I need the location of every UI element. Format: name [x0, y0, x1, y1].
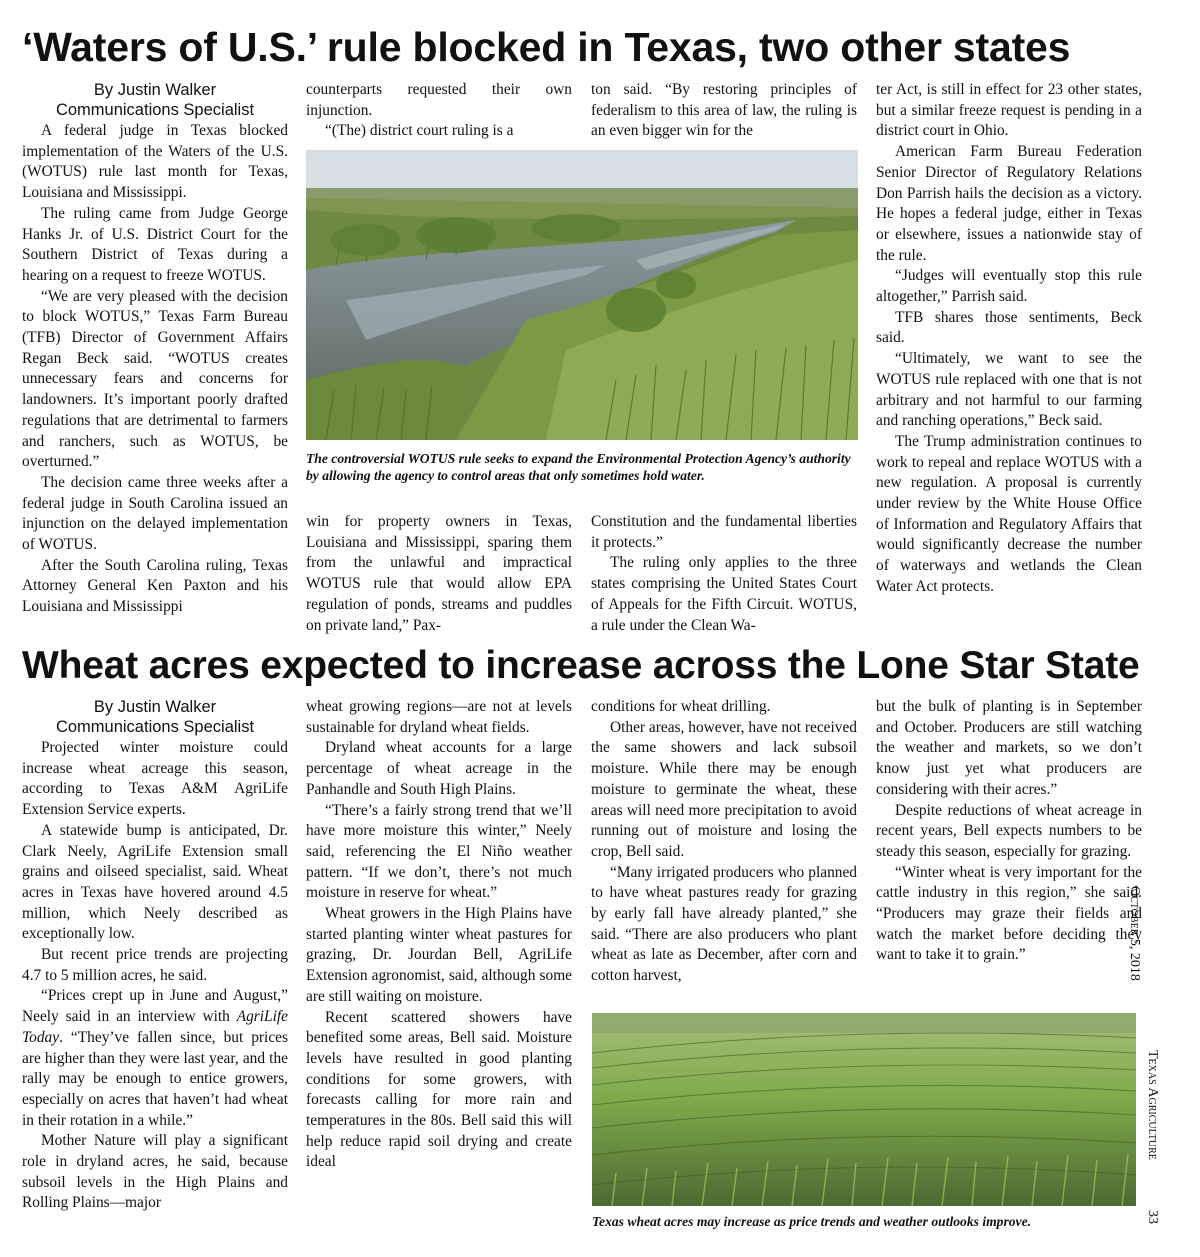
byline-name: By Justin Walker — [93, 81, 217, 99]
story1-photo-caption: The controversial WOTUS rule seeks to expand the Environmental Protection Agency’s authority by allowing the agency to control areas that only sometimes hold water. — [306, 451, 851, 483]
page-number: 33 — [1145, 1210, 1160, 1224]
publication-name: AgriLife Today — [22, 1008, 288, 1046]
paragraph: but the bulk of planting is in September and October. Producers are still watching the weather and markets, so we don’t know just yet what producers are considering with their acres.” — [876, 698, 1142, 798]
issue-date: October 5, 2018 — [1127, 886, 1142, 981]
byline-title: Communications Specialist — [55, 718, 255, 736]
paragraph: A statewide bump is anticipated, Dr. Clark Neely, AgriLife Extension small grains and oilseed specialist, said. Wheat acres in Texas have hovered around 4.5 million, which Neely described as exceptionally low. — [22, 821, 288, 943]
paragraph: Other areas, however, have not received the same showers and lack subsoil moisture. While there may be enough moisture to germinate the wheat, these areas will need more precipitation to avoid running out of moisture and losing the crop, Bell said. — [591, 718, 857, 860]
byline-name: By Justin Walker — [93, 698, 217, 716]
story1-headline: ‘Waters of U.S.’ rule blocked in Texas, two other states — [22, 24, 1071, 70]
paragraph — [22, 986, 288, 1131]
paragraph: conditions for wheat drilling. — [591, 698, 771, 715]
story2-column-2 — [306, 697, 572, 1173]
paragraph: “There’s a fairly strong trend that we’ll have more moisture this winter,” Neely said, referencing the El Niño weather pattern. “If we don’t, there’s not much moisture in reserve for wheat.” — [306, 801, 572, 902]
paragraph: “Winter wheat is very important for the cattle industry in this region,” she said. “Producers may graze their fields and watch the market before deciding they want to take it to grain.” — [876, 863, 1142, 964]
wetland-ditch-photo — [306, 150, 858, 440]
story1-column-3-bottom — [591, 512, 857, 636]
paragraph: The ruling came from Judge George Hanks Jr. of U.S. District Court for the Southern District of Texas during a hearing on a request to freeze WOTUS. — [22, 204, 288, 284]
story1-column-4 — [876, 80, 1142, 598]
story2-headline: Wheat acres expected to increase across the Lone Star State — [22, 644, 1140, 687]
story2-column-4 — [876, 697, 1142, 966]
paragraph: TFB shares those sentiments, Beck said. — [876, 308, 1142, 347]
paragraph: “Judges will eventually stop this rule altogether,” Parrish said. — [876, 267, 1142, 306]
story1-column-1 — [22, 80, 288, 618]
paragraph: The ruling only applies to the three states comprising the United States Court of Appeals for the Fifth Circuit. WOTUS, a rule under the Clean Wa- — [591, 554, 857, 634]
wheat-field-photo — [592, 1013, 1136, 1206]
paragraph: ter Act, is still in effect for 23 other states, but a similar freeze request is pending in a district court in Ohio. — [876, 81, 1142, 140]
paragraph: Dryland wheat accounts for a large percentage of wheat acreage in the Panhandle and South High Plains. — [306, 739, 572, 798]
paragraph: win for property owners in Texas, Louisiana and Mississippi, sparing them from the unlawful and impractical WOTUS rule that would allow EPA regulation of ponds, streams and puddles on private land,” Pax- — [306, 513, 572, 634]
paragraph: counterparts requested their own injunction. — [306, 81, 572, 119]
paragraph: Mother Nature will play a significant role in dryland acres, he said, because subsoil levels in the High Plains and Rolling Plains—major — [22, 1132, 288, 1212]
quote-text: . “They’ve fallen since, but prices are higher than they were last year, and the rally may be enough to entice growers, especially on acres that haven’t had wheat in their rotation in a while.” — [22, 1028, 288, 1129]
paragraph: The decision came three weeks after a federal judge in South Carolina issued an injunction on the delayed implementation of WOTUS. — [22, 473, 288, 554]
paragraph: Recent scattered showers have benefited some areas, Bell said. Moisture levels have resulted in good planting conditions for some growers, with forecasts calling for more rain and temperatures in the 80s. Bell said this will help reduce rapid soil drying and create ideal — [306, 1008, 572, 1171]
wheat-photo-illustration — [592, 1013, 1136, 1206]
paragraph: “We are very pleased with the decision to block WOTUS,” Texas Farm Bureau (TFB) Director of Government Affairs Regan Beck said. “WOTUS creates unnecessary fears and concerns for landowners. It’s important poorly drafted regulations that are detrimental to farmers and ranchers, such as WOTUS, be overturned.” — [22, 287, 288, 471]
paragraph: “(The) district court ruling is a — [325, 122, 514, 140]
paragraph: After the South Carolina ruling, Texas Attorney General Ken Paxton and his Louisiana and Mississippi — [22, 556, 288, 616]
paragraph: Wheat growers in the High Plains have started planting winter wheat pastures for grazing, Dr. Jourdan Bell, AgriLife Extension agronomist, said, although some are still waiting on moisture. — [306, 905, 572, 1005]
paragraph: “Many irrigated producers who planned to have wheat pastures ready for grazing by early fall have already planted,” she said. “There are also producers who plant wheat as late as December, after corn and cotton harvest, — [591, 863, 857, 985]
story1-column-2-top — [306, 80, 572, 142]
quote-text: “Prices crept up in June and August,” Neely said in an interview with — [22, 987, 288, 1026]
paragraph: American Farm Bureau Federation Senior Director of Regulatory Relations Don Parrish hails the decision as a victory. He hopes a federal judge, either in Texas or elsewhere, issues a nationwide stay of the rule. — [876, 143, 1142, 264]
paragraph: Projected winter moisture could increase wheat acreage this season, according to Texas A&M AgriLife Extension Service experts. — [22, 739, 288, 819]
paragraph: Despite reductions of wheat acreage in recent years, Bell expects numbers to be steady this season, especially for grazing. — [876, 801, 1142, 860]
story2-column-3 — [591, 697, 857, 987]
paragraph: Constitution and the fundamental liberties it protects.” — [591, 513, 857, 551]
story2-column-1 — [22, 697, 288, 1214]
byline-title: Communications Specialist — [55, 101, 255, 119]
paragraph: A federal judge in Texas blocked implementation of the Waters of the U.S. (WOTUS) rule last month for Texas, Louisiana and Mississippi. — [22, 122, 288, 202]
wetland-photo-illustration — [306, 150, 858, 440]
story2-photo-caption: Texas wheat acres may increase as price trends and weather outlooks improve. — [592, 1214, 1032, 1229]
paragraph: The Trump administration continues to work to repeal and replace WOTUS with a new regulation. A proposal is currently under review by the White House Office of Information and Regulatory Affairs that would significantly decrease the number of waterways and wetlands the Clean Water Act protects. — [876, 432, 1142, 595]
paragraph: wheat growing regions—are not at levels sustainable for dryland wheat fields. — [306, 698, 572, 736]
paragraph: ton said. “By restoring principles of federalism to this area of law, the ruling is an even bigger win for the — [591, 81, 857, 140]
publication-name: Texas Agriculture — [1145, 1050, 1160, 1160]
story1-column-2-bottom — [306, 512, 572, 636]
paragraph: “Ultimately, we want to see the WOTUS rule replaced with one that is not arbitrary and not harmful to our farming and ranching operations,” Beck said. — [876, 350, 1142, 430]
story1-column-3-top — [591, 80, 857, 142]
paragraph: But recent price trends are projecting 4.7 to 5 million acres, he said. — [22, 946, 288, 984]
